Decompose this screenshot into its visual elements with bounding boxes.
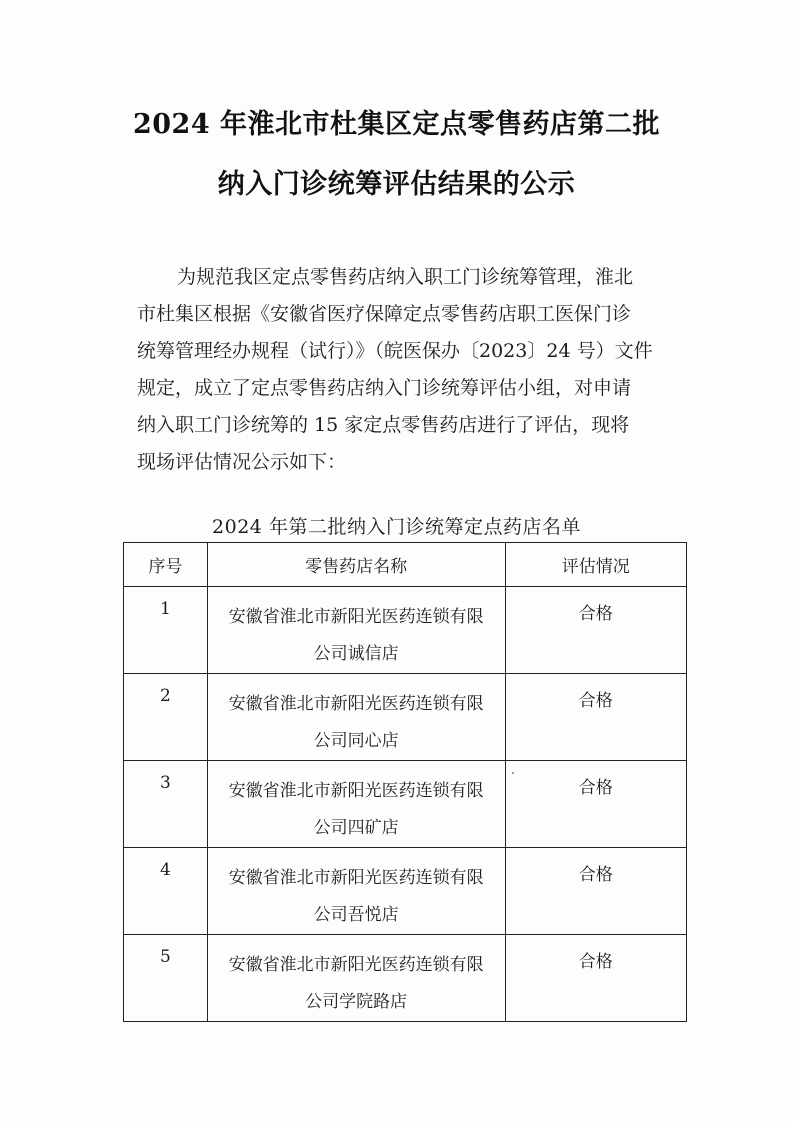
body-line: 纳入职工门诊统筹的 15 家定点零售药店进行了评估，现将: [137, 414, 630, 436]
assessment-result: 合格: [578, 691, 613, 711]
table-row: [124, 848, 687, 935]
pharmacy-name-line: 公司同心店: [313, 731, 399, 751]
assessment-result: 合格: [578, 952, 613, 972]
pharmacy-name: [208, 761, 505, 847]
column-header-no: 序号: [124, 543, 208, 587]
body-line: 市杜集区根据《安徽省医疗保障定点零售药店职工医保门诊: [137, 303, 632, 325]
document-title-line-1: 2024 年淮北市杜集区定点零售药店第二批: [132, 109, 661, 140]
table-row: [124, 935, 687, 1022]
pharmacy-name: [208, 935, 505, 1021]
pharmacy-name-line: 公司学院路店: [305, 992, 408, 1012]
pharmacy-name-line: 安徽省淮北市新阳光医药连锁有限: [228, 955, 484, 975]
document-title-line-2: 纳入门诊统筹评估结果的公示: [217, 169, 576, 200]
row-number: 4: [159, 860, 171, 880]
table-header-row: [124, 543, 687, 587]
column-header-name: 零售药店名称: [207, 543, 505, 587]
body-line: 统筹管理经办规程（试行）》（皖医保办〔2023〕24 号）文件: [137, 340, 653, 362]
table-row: [124, 587, 687, 674]
pharmacy-name-line: 公司四矿店: [313, 818, 399, 838]
pharmacy-name-line: 公司诚信店: [313, 644, 399, 664]
pharmacy-name: [208, 848, 505, 934]
row-number: 2: [159, 686, 171, 706]
body-paragraph: [137, 259, 697, 481]
table-caption: 2024 年第二批纳入门诊统筹定点药店名单: [212, 516, 581, 538]
column-header-result: 评估情况: [505, 543, 686, 587]
pharmacy-name: [208, 674, 505, 760]
row-number: 1: [159, 599, 171, 619]
row-number: 5: [159, 947, 171, 967]
assessment-result: 合格: [578, 865, 613, 885]
body-line: 规定，成立了定点零售药店纳入门诊统筹评估小组，对申请: [137, 377, 632, 399]
assessment-result: 合格: [578, 778, 613, 798]
pharmacy-name-line: 安徽省淮北市新阳光医药连锁有限: [228, 868, 484, 888]
row-number: 3: [159, 773, 171, 793]
pharmacy-name-line: 安徽省淮北市新阳光医药连锁有限: [228, 781, 484, 801]
pharmacy-name: [208, 587, 505, 673]
table-row: [124, 761, 687, 848]
pharmacy-name-line: 公司吾悦店: [313, 905, 399, 925]
pharmacy-table: [123, 542, 687, 1022]
assessment-result: 合格: [578, 604, 613, 624]
body-line: 为规范我区定点零售药店纳入职工门诊统筹管理，淮北: [177, 266, 634, 288]
table-row: [124, 674, 687, 761]
pharmacy-name-line: 安徽省淮北市新阳光医药连锁有限: [228, 694, 484, 714]
scan-speck: [512, 772, 514, 774]
body-line: 现场评估情况公示如下：: [137, 451, 347, 473]
pharmacy-name-line: 安徽省淮北市新阳光医药连锁有限: [228, 607, 484, 627]
